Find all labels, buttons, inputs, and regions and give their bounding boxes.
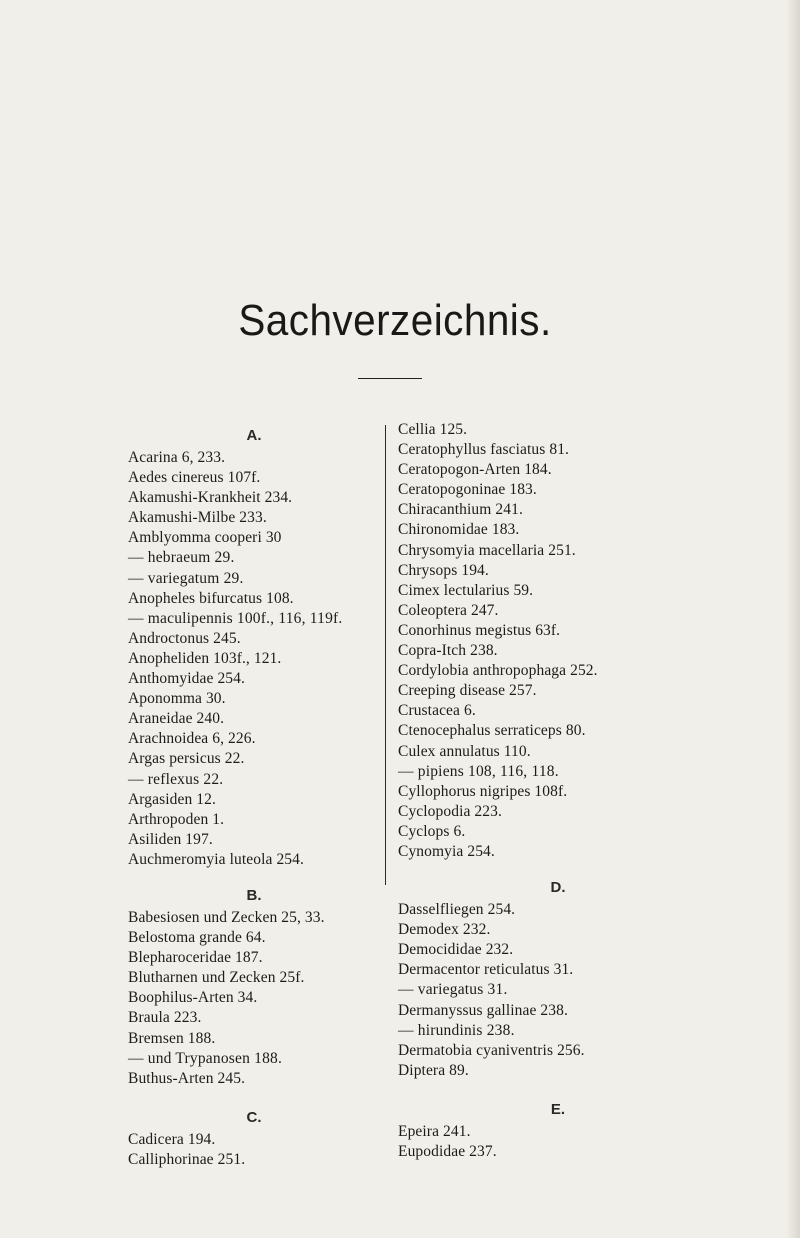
section-e-entries: [398, 1122, 718, 1162]
index-entry: Chironomidae 183.: [398, 521, 520, 539]
index-column-right: [398, 420, 718, 1162]
index-entry: Belostoma grande 64.: [128, 929, 266, 947]
section-c-continued-entries: [398, 420, 718, 862]
index-entry: Argasiden 12.: [128, 790, 216, 808]
index-entry: Cadicera 194.: [128, 1130, 216, 1148]
index-entry: Cyclopodia 223.: [398, 802, 502, 820]
section-letter-d: D.: [550, 879, 566, 897]
index-entry: Crustacea 6.: [398, 702, 476, 720]
index-entry: Chiracanthium 241.: [398, 501, 523, 519]
column-divider: [385, 425, 386, 885]
index-entry: Buthus-Arten 245.: [128, 1069, 246, 1087]
index-entry: Anthomyidae 254.: [128, 670, 245, 688]
section-letter-a: A.: [246, 427, 262, 444]
section-a-entries: [128, 448, 378, 870]
index-entry: Coleoptera 247.: [398, 601, 499, 619]
title-rule: [358, 378, 422, 379]
index-entry: Diptera 89.: [398, 1061, 469, 1079]
index-entry: Cynomyia 254.: [398, 842, 495, 860]
index-entry: Cyclops 6.: [398, 822, 466, 840]
index-entry: Akamushi-Krankheit 234.: [128, 489, 293, 507]
index-entry: Boophilus-Arten 34.: [128, 989, 258, 1007]
index-entry: Democididae 232.: [398, 941, 514, 959]
index-entry: Culex annulatus 110.: [398, 742, 531, 760]
index-entry: — hebraeum 29.: [128, 549, 235, 567]
index-entry: Demodex 232.: [398, 921, 491, 939]
index-entry: Braula 223.: [128, 1009, 202, 1027]
index-entry: Anopheliden 103f., 121.: [128, 649, 282, 667]
index-entry: Ceratopogoninae 183.: [398, 481, 537, 499]
index-entry: — pipiens 108, 116, 118.: [398, 762, 559, 780]
index-entry: Blutharnen und Zecken 25f.: [128, 969, 305, 987]
index-column-left: [128, 424, 378, 1170]
section-b-entries: [128, 908, 378, 1089]
index-entry: Acarina 6, 233.: [128, 449, 226, 466]
section-letter-e: E.: [550, 1100, 566, 1118]
index-entry: Amblyomma cooperi 30: [128, 529, 282, 547]
index-entry: Eupodidae 237.: [398, 1143, 497, 1160]
index-entry: Androctonus 245.: [128, 629, 241, 647]
index-entry: Araneidae 240.: [128, 710, 225, 728]
index-entry: — variegatum 29.: [128, 569, 244, 587]
index-entry: Cyllophorus nigripes 108f.: [398, 782, 568, 800]
index-entry: Epeira 241.: [398, 1122, 471, 1140]
index-entry: Arachnoidea 6, 226.: [128, 730, 256, 748]
section-letter-c: C.: [246, 1108, 262, 1126]
index-entry: Cimex lectularius 59.: [398, 581, 534, 599]
index-entry: Blepharoceridae 187.: [128, 949, 263, 967]
index-entry: Copra-Itch 238.: [398, 642, 498, 660]
index-entry: Argas persicus 22.: [128, 750, 245, 768]
index-entry: Aponomma 30.: [128, 690, 226, 708]
index-entry: Cellia 125.: [398, 421, 468, 438]
index-entry: Dermanyssus gallinae 238.: [398, 1001, 568, 1019]
section-c-entries: [128, 1130, 378, 1170]
index-entry: Conorhinus megistus 63f.: [398, 621, 561, 639]
index-entry: Bremsen 188.: [128, 1029, 216, 1047]
index-entry: Ceratophyllus fasciatus 81.: [398, 441, 570, 459]
index-entry: Aedes cinereus 107f.: [128, 469, 261, 487]
index-entry: — und Trypanosen 188.: [128, 1049, 283, 1067]
index-entry: Anopheles bifurcatus 108.: [128, 589, 294, 607]
index-entry: — hirundinis 238.: [398, 1021, 515, 1039]
index-entry: Chrysops 194.: [398, 561, 489, 579]
index-entry: Asiliden 197.: [128, 830, 213, 848]
index-entry: Ctenocephalus serraticeps 80.: [398, 722, 586, 740]
index-entry: — variegatus 31.: [398, 981, 508, 999]
index-entry: Creeping disease 257.: [398, 682, 537, 700]
page-edge-shadow: [786, 0, 800, 1238]
index-entry: Arthropoden 1.: [128, 810, 225, 828]
index-entry: — reflexus 22.: [128, 770, 224, 788]
index-entry: Akamushi-Milbe 233.: [128, 509, 267, 527]
page-title: Sachverzeichnis.: [238, 296, 552, 345]
index-entry: Dermatobia cyaniventris 256.: [398, 1041, 585, 1059]
index-entry: Chrysomyia macellaria 251.: [398, 541, 576, 559]
index-entry: Dermacentor reticulatus 31.: [398, 961, 574, 979]
index-entry: Calliphorinae 251.: [128, 1150, 246, 1168]
index-entry: Dasselfliegen 254.: [398, 901, 516, 919]
index-entry: Auchmeromyia luteola 254.: [128, 850, 304, 868]
index-entry: — maculipennis 100f., 116, 119f.: [128, 609, 343, 627]
index-entry: Babesiosen und Zecken 25, 33.: [128, 908, 325, 926]
index-entry: Cordylobia anthropophaga 252.: [398, 662, 598, 680]
section-letter-b: B.: [246, 886, 262, 904]
section-d-entries: [398, 900, 718, 1081]
index-entry: Ceratopogon-Arten 184.: [398, 461, 552, 479]
